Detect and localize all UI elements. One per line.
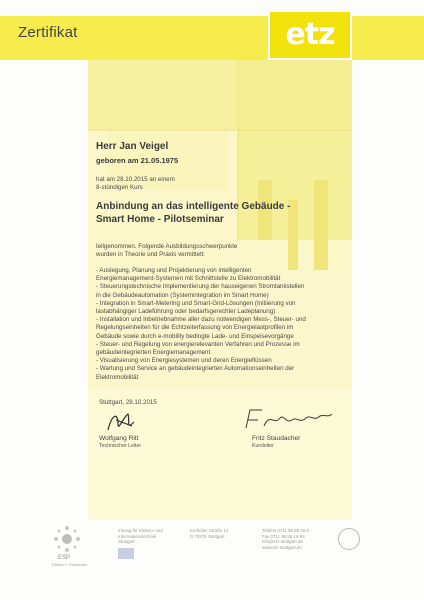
etz-logo — [268, 10, 352, 60]
topic-line: - Auslegung, Planung und Projektierung von intelligenten — [96, 267, 252, 274]
topics-list — [96, 267, 346, 382]
certificate-title: Zertifikat — [18, 24, 78, 41]
footer-column-guild — [118, 528, 163, 545]
topic-line: - Steuer- und Regelung von energierelevanten Verfahren und Prozesse im — [96, 340, 300, 348]
place-date: Stuttgart, 28.10.2015 — [99, 399, 157, 406]
topic-line: - Integration in Smart-Metering und Smart-Grid-Lösungen (Initiierung von — [96, 299, 296, 307]
esp-subtitle: Elektro + Strukturen — [52, 562, 88, 567]
certification-seal-icon — [338, 528, 360, 550]
topic-line: in die Gebäudeautomation (Systemintegration im Smart Home) — [96, 291, 269, 299]
topic-line: - Steuerungstechnische Implementierung der hauseigenen Stromtankstellen — [96, 283, 305, 291]
footer-column-address — [190, 528, 228, 539]
topic-line: gebäudeintegrierten Energiemanagement — [96, 349, 211, 357]
lead-line-2: wurden in Theorie und Praxis vermittelt: — [96, 251, 205, 258]
etz-logo-text: etz — [285, 17, 335, 52]
recipient-birthdate: geboren am 21.05.1975 — [96, 156, 179, 165]
topic-line: lastabhängiger Ladeführung oder bedarfsgerechter Ladeplanung) — [96, 308, 276, 316]
topic-line: Gebäude sowie durch e-mobility bedingte Lade- und Einspeisevorgänge — [96, 332, 294, 340]
footer-text: Fax 0711 95 59 16-55 — [262, 533, 305, 539]
topic-line: Regelungseinheiten für die Echtzeiterfassung von Energielastprofilen im — [96, 324, 294, 332]
signer-right-name: Fritz Staudacher — [252, 435, 301, 442]
footer-text: Innung für Elektro- und — [118, 528, 163, 533]
topic-line: - Installation und Inbetriebnahme aller dazu notwendigen Mess-, Steuer- und — [96, 316, 306, 324]
footer-text: Telefon 0711 95 59 16-0 — [262, 528, 310, 533]
footer-column-contact — [262, 528, 309, 550]
signature-right-image — [240, 404, 336, 434]
signer-right-role: Kursleiter — [252, 443, 274, 449]
topic-line: Energiemanagement-Systemen mit Schnittstelle zu Elektromobilität — [96, 275, 281, 283]
footer-text: info@etz-stuttgart.de — [262, 539, 303, 545]
footer-text: www.etz-stuttgart.de — [262, 544, 302, 550]
footer-text: Stuttgart — [118, 539, 135, 545]
recipient-name: Herr Jan Veigel — [96, 141, 169, 152]
signer-left-role: Technischer Leiter — [99, 443, 142, 449]
intro-line-1: hat am 28.10.2015 an einem — [96, 176, 175, 183]
esp-logo-icon — [52, 524, 82, 554]
signature-left-image — [104, 408, 144, 436]
intro-line-2: 8-stündigen Kurs — [96, 184, 143, 191]
esp-name: ESP — [58, 555, 71, 561]
course-title-line-2: Smart Home - Pilotseminar — [96, 214, 224, 225]
topic-line: - Visualisierung von Energiesystemen und deren Energieflüssen — [96, 357, 272, 365]
course-title-line-1: Anbindung an das intelligente Gebäude - — [96, 201, 291, 212]
signer-left-name: Wolfgang Ritt — [99, 435, 139, 442]
footer-text: Informationstechnik — [118, 533, 157, 539]
lead-line-1: teilgenommen. Folgende Ausbildungsschwerpunkte — [96, 243, 238, 250]
topic-line: Elektromobilität — [96, 373, 139, 381]
footer-text: Krefelder Straße 12 — [190, 528, 229, 533]
footer-text: D 70376 Stuttgart — [190, 533, 225, 539]
topic-line: - Wartung und Service an gebäudeintegrierten Automationseinheiten der — [96, 365, 295, 373]
eu-flag-icon — [118, 548, 134, 559]
